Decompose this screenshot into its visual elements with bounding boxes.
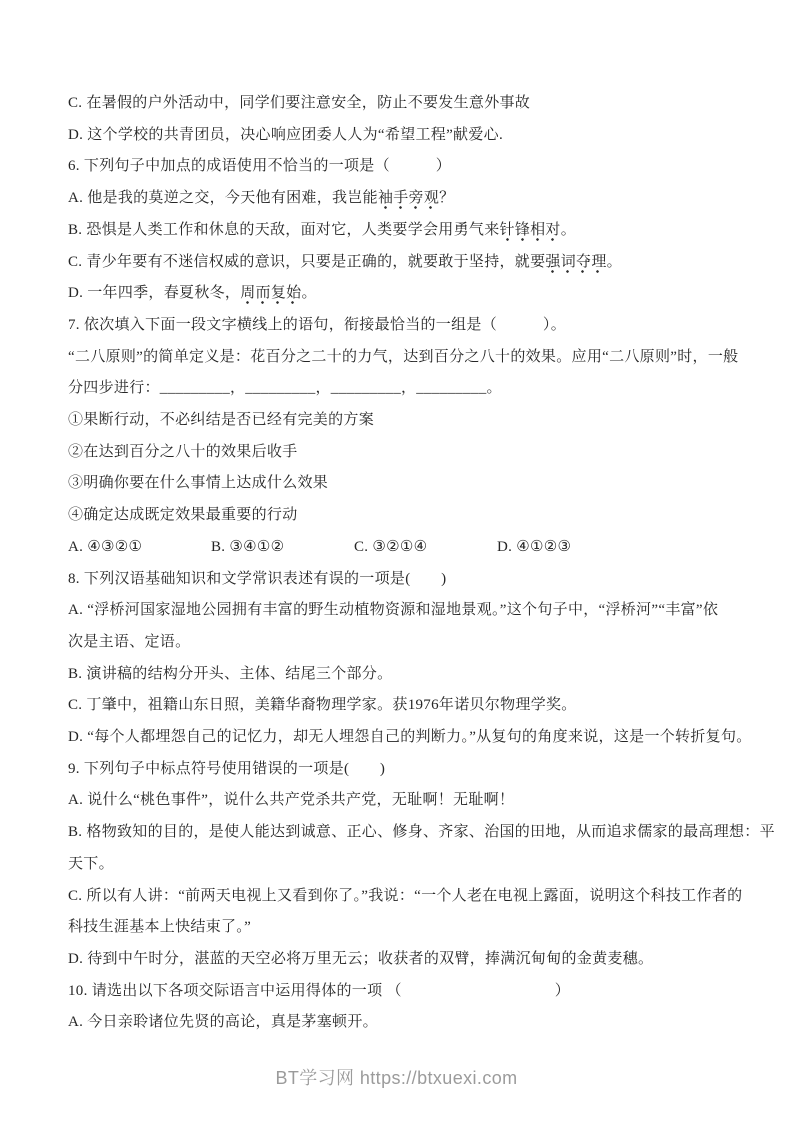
- q7-choices-row: [68, 532, 740, 564]
- q9-stem: 9. 下列句子中标点符号使用错误的一项是( ): [68, 760, 386, 777]
- q7-choice-a-sequence: ④③②①: [87, 538, 143, 555]
- q7-choice-d-sequence: ④①②③: [516, 538, 572, 555]
- question-9: [68, 754, 775, 976]
- q9-option-a: A. 说什么“桃色事件”，说什么共产党杀共产党，无耻啊！无耻啊！: [68, 792, 515, 809]
- q6-stem: 6. 下列句子中加点的成语使用不恰当的一项是（ ）: [68, 158, 452, 175]
- q6-option-c-idiom: 强词夺理: [545, 254, 606, 274]
- q6-option-c-end: 。: [606, 253, 622, 270]
- q9-option-d: D. 待到中午时分，湛蓝的天空必将万里无云；收获者的双臂，捧满沉甸甸的金黄麦穗。: [68, 950, 654, 967]
- q7-choice-d-label: D.: [497, 538, 513, 555]
- q6-option-d-idiom: 周而复始: [240, 285, 301, 305]
- q6-option-d-text: D. 一年四季，春夏秋冬，: [68, 285, 241, 302]
- q6-option-d: [68, 278, 740, 310]
- q6-option-c-text: C. 青少年要有不迷信权威的意识，只要是正确的，就要敢于坚持，就要: [68, 253, 546, 270]
- q5-option-d: D. 这个学校的共青团员，决心响应团委人人为“希望工程”献爱心.: [68, 126, 504, 143]
- q7-choice-b-label: B.: [211, 538, 226, 555]
- q6-option-c: [68, 247, 740, 279]
- q9-option-c-line-2: 科技生涯基本上快结束了。”: [68, 919, 252, 936]
- q7-passage-line-1: “二八原则”的简单定义是：花百分之二十的力气，达到百分之八十的效果。应用“二八原则”时，一般: [68, 348, 739, 365]
- q6-option-a-text: A. 他是我的莫逆之交，今天他有困难，我岂能: [68, 190, 378, 207]
- q7-item-4: ④确定达成既定效果最重要的行动: [68, 507, 298, 524]
- q9-option-b-line-2: 天下。: [68, 855, 114, 872]
- q6-option-a-end: ？: [439, 190, 455, 207]
- exam-content: [68, 88, 775, 1039]
- q7-item-1: ①果断行动，不必纠结是否已经有完美的方案: [68, 412, 375, 429]
- q5-option-c: C. 在暑假的户外活动中，同学们要注意安全，防止不要发生意外事故: [68, 95, 531, 111]
- site-watermark: BT学习网 https://btxuexi.com: [275, 1068, 518, 1088]
- question-6: [68, 151, 740, 310]
- q7-choice-c-label: C.: [354, 538, 369, 555]
- question-8: [68, 564, 752, 754]
- question-7: [68, 310, 740, 564]
- q10-option-a: A. 今日亲聆诸位先贤的高论，真是茅塞顿开。: [68, 1014, 378, 1031]
- q10-stem: 10. 请选出以下各项交际语言中运用得体的一项 （ ）: [68, 982, 571, 999]
- q6-option-b: [68, 215, 740, 247]
- q8-option-a-line-1: A. “浮桥河国家湿地公园拥有丰富的野生动植物资源和湿地景观。”这个句子中，“浮桥河”“丰富”依: [68, 602, 719, 619]
- q7-choice-c: [354, 532, 497, 564]
- q9-option-b-line-1: B. 格物致知的目的，是使人能达到诚意、正心、修身、齐家、治国的田地，从而追求儒家的最高理想：平: [68, 824, 775, 841]
- q6-option-a-idiom: 袖手旁观: [378, 190, 439, 210]
- q8-option-d: D. “每个人都埋怨自己的记忆力，却无人埋怨自己的判断力。”从复句的角度来说，这是一个转折复句。: [68, 729, 752, 746]
- q9-option-c-line-1: C. 所以有人讲：“前两天电视上又看到你了。”我说：“一个人老在电视上露面，说明这个科技工作者的: [68, 887, 743, 904]
- q6-option-b-end: 。: [560, 221, 577, 238]
- q8-option-c: C. 丁肇中，祖籍山东日照，美籍华裔物理学家。获1976年诺贝尔物理学奖。: [68, 697, 577, 714]
- q7-passage-line-2: 分四步进行：_________，_________，_________，_________。: [68, 380, 502, 397]
- q7-choice-a-label: A.: [68, 538, 84, 555]
- q7-item-2: ②在达到百分之八十的效果后收手: [68, 443, 298, 460]
- q7-choice-b: [211, 532, 354, 564]
- q6-option-a: [68, 183, 740, 215]
- q6-option-b-idiom: 针锋相对: [500, 222, 561, 242]
- question-10: [68, 976, 740, 1039]
- q8-option-b: B. 演讲稿的结构分开头、主体、结尾三个部分。: [68, 665, 393, 682]
- q7-choice-a: [68, 532, 211, 564]
- q6-option-b-text: B. 恐惧是人类工作和休息的天敌，面对它，人类要学会用勇气来: [68, 221, 500, 238]
- q6-option-d-end: 。: [301, 285, 317, 302]
- q8-stem: 8. 下列汉语基础知识和文学常识表述有误的一项是( ): [68, 570, 447, 587]
- q7-stem: 7. 依次填入下面一段文字横线上的语句，衔接最恰当的一组是（ ）。: [68, 316, 567, 333]
- q7-choice-d: [497, 532, 571, 564]
- q7-item-3: ③明确你要在什么事情上达成什么效果: [68, 475, 329, 492]
- q7-choice-b-sequence: ③④①②: [229, 538, 285, 555]
- q7-choice-c-sequence: ③②①④: [372, 538, 428, 555]
- question-5-partial: [68, 88, 740, 151]
- q8-option-a-line-2: 次是主语、定语。: [68, 633, 191, 650]
